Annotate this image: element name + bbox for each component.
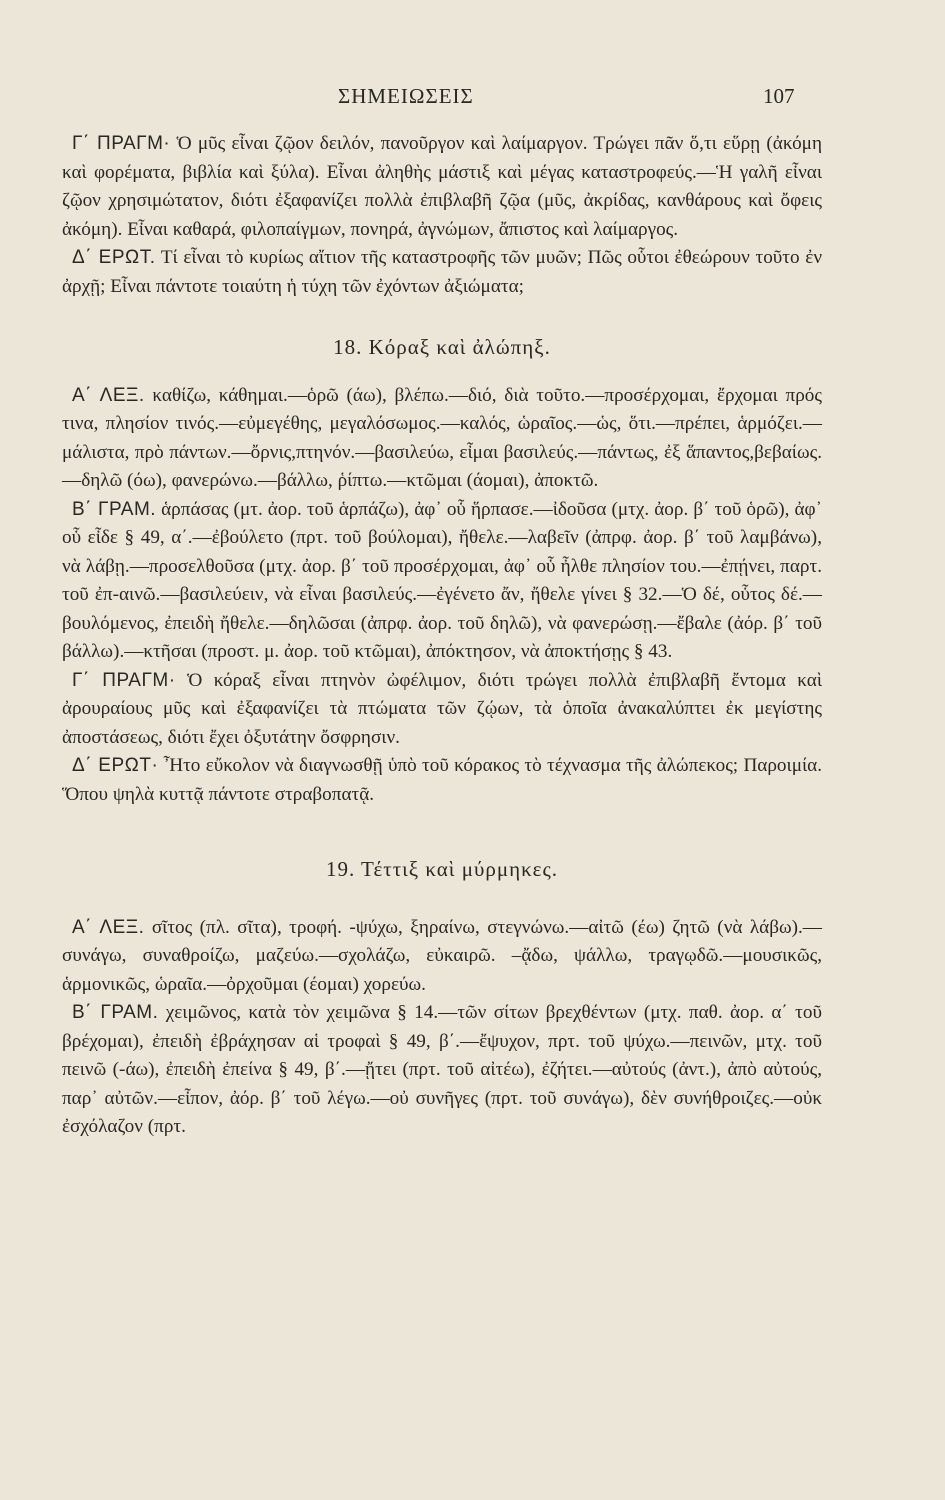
paragraph-lex-19	[62, 914, 822, 1000]
section-label: Β΄ ΓΡΑΜ.	[72, 1002, 159, 1023]
page-number: 107	[763, 84, 795, 108]
paragraph-pragm-18	[62, 667, 822, 753]
section-heading-18: 18. Κόραξ καὶ ἀλώπηξ.	[333, 335, 551, 359]
paragraph-text: καθίζω, κάθημαι.—ὁρῶ (άω), βλέπω.—διό, διὰ τοῦτο.—προσέρχομαι, ἔρχομαι πρός τινα, πλησίον τινός.—εὐμεγέθης, μεγαλόσωμος.—καλός, ὡραῖος.—ὡς, ὅτι.—πρέπει, ἁρμόζει.—μάλιστα, πρὸ πάντων.—ὄρνις,πτηνόν.—βασιλεύω, εἶμαι βασιλεύς.—πάντως, ἐξ ἅπαντος,βεβαίως.—δηλῶ (όω), φανερώνω.—βάλλω, ῥίπτω.—κτῶμαι (άομαι), ἀποκτῶ.	[62, 384, 822, 491]
paragraph-text: σῖτος (πλ. σῖτα), τροφή. -ψύχω, ξηραίνω, στεγνώνω.—αἰτῶ (έω) ζητῶ (νὰ λάβω).—συνάγω, συναθροίζω, μαζεύω.—σχολάζω, εὐκαιρῶ. –ᾄδω, ψάλλω, τραγῳδῶ.—μουσικῶς, ἁρμονικῶς, ὡραῖα.—ὀρχοῦμαι (έομαι) χορεύω.	[62, 916, 822, 995]
paragraph-text: ἁρπάσας (μτ. ἀορ. τοῦ ἁρπάζω), ἀφ᾽ οὗ ἥρπασε.—ἰδοῦσα (μτχ. ἀορ. β΄ τοῦ ὁρῶ), ἀφ᾽ οὗ εἶδε § 49, α΄.—ἐβούλετο (πρτ. τοῦ βούλομαι), ἤθελε.—λαβεῖν (ἀπρφ. ἀορ. β΄ τοῦ λαμβάνω), νὰ λάβῃ.—προσελθοῦσα (μτχ. ἀορ. β΄ τοῦ προσέρχομαι, ἀφ᾽ οὗ ἦλθε πλησίον του.—ἐπῄνει, παρτ. τοῦ ἐπ-αινῶ.—βασιλεύειν, νὰ εἶναι βασιλεύς.—ἐγένετο ἄν, ἤθελε γίνει § 32.—Ὁ δέ, οὗτος δέ.—βουλόμενος, ἐπειδὴ ἤθελε.—δηλῶσαι (ἀπρφ. ἀορ. τοῦ δηλῶ), νὰ φανερώσῃ.—ἔβαλε (ἀόρ. β΄ τοῦ βάλλω).—κτῆσαι (προστ. μ. ἀορ. τοῦ κτῶμαι), ἀπόκτησον, νὰ ἀποκτήσῃς § 43.	[62, 498, 822, 662]
section-label: Γ΄ ΠΡΑΓΜ·	[72, 133, 171, 154]
paragraph-erot-17	[62, 244, 822, 301]
paragraph-text: Ὁ μῦς εἶναι ζῷον δειλόν, πανοῦργον καὶ λαίμαργον. Τρώγει πᾶν ὅ,τι εὕρῃ (ἀκόμη καὶ φορέματα, βιβλία καὶ ξύλα). Εἶναι ἀληθὴς μάστιξ καὶ μέγας καταστροφεύς.—Ἡ γαλῆ εἶναι ζῷον χρησιμώτατον, διότι ἐξαφανίζει πολλὰ ἐπιβλαβῆ ζῷα (μῦς, ἀκρίδας, κανθάρους καὶ ὄφεις ἀκόμη). Εἶναι καθαρά, φιλοπαίγμων, πονηρά, ἀγνώμων, ἄπιστος καὶ λαίμαργος.	[62, 133, 822, 240]
paragraph-gram-18	[62, 496, 822, 667]
paragraph-pragm-17	[62, 130, 822, 244]
section-label: Γ΄ ΠΡΑΓΜ·	[72, 669, 176, 691]
paragraph-erot-18	[62, 752, 822, 809]
section-label: Α΄ ΛΕΞ.	[72, 916, 145, 938]
paragraph-text: Ἦτο εὔκολον νὰ διαγνωσθῇ ὑπὸ τοῦ κόρακος τὸ τέχνασμα τῆς ἀλώπεκος; Παροιμία. Ὅπου ψηλὰ κυττᾷ πάντοτε στραβοπατᾷ.	[62, 755, 822, 805]
paragraph-text: Τί εἶναι τὸ κυρίως αἴτιον τῆς καταστροφῆς τῶν μυῶν; Πῶς οὗτοι ἐθεώρουν τοῦτο ἐν ἀρχῇ; Εἶναι πάντοτε τοιαύτη ἡ τύχη τῶν ἐχόντων ἀξιώματα;	[62, 247, 822, 297]
section-label: Δ΄ ΕΡΩΤ·	[72, 755, 159, 776]
section-label: Β΄ ΓΡΑΜ.	[72, 498, 157, 520]
page-body	[62, 130, 822, 1142]
paragraph-lex-18	[62, 382, 822, 496]
section-heading-19: 19. Τέττιξ καὶ μύρμηκες.	[325, 857, 559, 881]
page-header	[0, 84, 945, 114]
section-label: Δ΄ ΕΡΩΤ.	[72, 247, 156, 268]
paragraph-text: χειμῶνος, κατὰ τὸν χειμῶνα § 14.—τῶν σίτων βρεχθέντων (μτχ. παθ. ἀορ. α΄ τοῦ βρέχομαι), ἐπειδὴ ἐβράχησαν αἱ τροφαὶ § 49, β΄.—ἔψυχον, πρτ. τοῦ ψύχω.—πεινῶν, μτχ. τοῦ πεινῶ (-άω), ἐπειδὴ ἐπείνα § 49, β΄.—ᾔτει (πρτ. τοῦ αἰτέω), ἐζήτει.—αὐτούς (ἀντ.), ἀπὸ αὐτούς, παρ᾽ αὐτῶν.—εἶπον, ἀόρ. β΄ τοῦ λέγω.—οὐ συνῆγες (πρτ. τοῦ συνάγω), δὲν συνήθροιζες.—οὐκ ἐσχόλαζον (πρτ.	[62, 1002, 822, 1137]
paragraph-text: Ὁ κόραξ εἶναι πτηνὸν ὠφέλιμον, διότι τρώγει πολλὰ ἐπιβλαβῆ ἔντομα καὶ ἀρουραίους μῦς καὶ ἐξαφανίζει τὰ πτώματα τῶν ζῴων, τὰ ὁποῖα ἀνακαλύπτει ἐκ μεγίστης ἀποστάσεως, διότι ἔχει ὀξυτάτην ὄσφρησιν.	[62, 669, 822, 748]
running-title: ΣΗΜΕΙΩΣΕΙΣ	[338, 84, 474, 108]
paragraph-gram-19	[62, 999, 822, 1142]
section-label: Α΄ ΛΕΞ.	[72, 384, 145, 406]
